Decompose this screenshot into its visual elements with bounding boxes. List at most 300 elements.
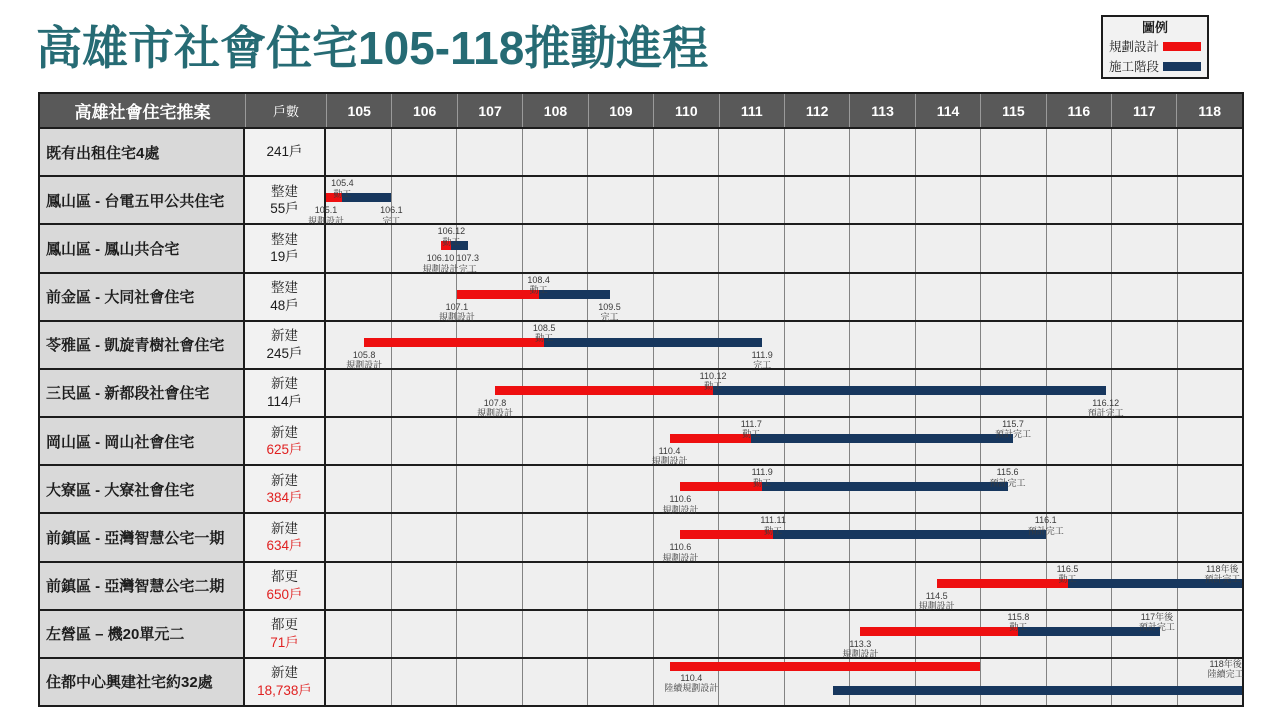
row-units — [245, 274, 326, 320]
milestone-label — [527, 275, 550, 296]
milestone-caption: 預計完工 — [1027, 525, 1064, 536]
grid-column — [326, 563, 391, 609]
grid-column — [1111, 466, 1177, 512]
milestone-caption: 動工 — [704, 381, 723, 392]
grid-column — [1111, 322, 1177, 368]
grid-column — [522, 129, 588, 175]
milestone-caption: 動工 — [1058, 573, 1077, 584]
grid-column — [784, 177, 850, 223]
grid-column — [587, 177, 653, 223]
grid-column — [326, 611, 391, 657]
milestone-label — [760, 515, 786, 536]
milestone-value: 106.12 — [437, 226, 466, 237]
table-row — [40, 464, 1242, 515]
gantt-bar-planning — [495, 386, 713, 395]
row-units — [245, 418, 326, 464]
milestone-value: 106.10 — [426, 253, 455, 264]
grid-column — [784, 322, 850, 368]
row-name: 大寮區 - 大寮社會住宅 — [40, 466, 245, 512]
units-value: 55戶 — [270, 201, 299, 217]
milestone-label — [741, 419, 762, 440]
milestone-caption: 動工 — [529, 284, 548, 295]
milestone-label — [1204, 564, 1240, 585]
milestone-value: 116.12 — [1092, 397, 1120, 408]
grid-column — [456, 418, 522, 464]
grid-column — [587, 611, 653, 657]
units-value: 114戶 — [266, 393, 303, 409]
grid-column — [849, 177, 915, 223]
milestone-caption: 預計完工 — [1138, 622, 1175, 633]
gantt-bar-construction — [762, 482, 1007, 491]
row-name: 前金區 - 大同社會住宅 — [40, 274, 245, 320]
row-name: 既有出租住宅4處 — [40, 129, 245, 175]
milestone-label — [308, 205, 344, 226]
table-row — [40, 175, 1242, 226]
units-value: 71戶 — [270, 634, 299, 650]
gantt-cell — [326, 225, 1242, 274]
grid-column — [1046, 418, 1112, 464]
milestone-caption: 規劃設計 — [477, 408, 514, 419]
units-value: 384戶 — [266, 490, 303, 506]
grid-column — [391, 611, 457, 657]
milestone-value: 106.1 — [380, 205, 403, 216]
milestone-value: 107.3 — [456, 253, 480, 264]
units-value: 650戶 — [266, 586, 303, 602]
grid-column — [915, 177, 981, 223]
gantt-bar-planning — [457, 290, 539, 299]
grid-column — [1177, 322, 1243, 368]
milestone-caption: 陸續規劃設計 — [664, 683, 719, 694]
table-row — [40, 561, 1242, 609]
row-name: 前鎮區 - 亞灣智慧公宅二期 — [40, 563, 245, 609]
grid-column — [653, 274, 719, 320]
grid-column — [653, 225, 719, 271]
row-units — [245, 611, 326, 657]
gantt-bar-construction — [833, 686, 1242, 695]
row-units — [245, 322, 326, 368]
grid-column — [1111, 225, 1177, 271]
gantt-bar-construction — [773, 530, 1046, 539]
grid-column — [849, 322, 915, 368]
grid-column — [326, 418, 391, 464]
grid-column — [718, 177, 784, 223]
milestone-value: 115.7 — [1002, 419, 1024, 430]
units-type: 新建 — [271, 472, 298, 488]
table-row — [40, 272, 1242, 320]
planning-swatch — [1163, 42, 1201, 51]
legend-items — [1109, 36, 1201, 76]
milestone-value: 105.8 — [352, 349, 376, 360]
grid-column — [653, 611, 719, 657]
milestone-value: 118年後 — [1206, 563, 1239, 574]
milestone-caption: 預計完工 — [1087, 408, 1124, 419]
grid-column — [1177, 370, 1243, 416]
milestone-label — [1008, 612, 1030, 633]
grid-column — [1111, 177, 1177, 223]
grid-column — [456, 466, 522, 512]
header-project: 高雄社會住宅推案 — [74, 103, 211, 122]
milestone-label — [331, 178, 354, 199]
gantt-bar-planning — [364, 338, 544, 347]
year-header-118: 118 — [1176, 94, 1241, 127]
grid-column — [391, 129, 457, 175]
grid-column — [1177, 177, 1243, 223]
table-row — [40, 223, 1242, 274]
milestone-value: 110.6 — [669, 494, 692, 505]
milestone-value: 113.3 — [849, 638, 872, 649]
grid-column — [980, 225, 1046, 271]
grid-column — [522, 563, 588, 609]
units-type: 都更 — [271, 569, 298, 585]
gantt-cell — [326, 659, 1242, 705]
milestone-caption: 規劃設計 — [346, 360, 383, 371]
grid-column — [391, 418, 457, 464]
legend-item — [1109, 56, 1201, 76]
year-header-110: 110 — [653, 94, 718, 127]
milestone-caption: 動工 — [742, 429, 761, 440]
milestone-value: 109.5 — [598, 301, 621, 312]
gantt-cell — [326, 563, 1242, 609]
milestone-label — [456, 253, 479, 274]
grid-column — [391, 659, 457, 705]
grid-column — [718, 611, 784, 657]
table-row — [40, 320, 1242, 371]
grid-column — [587, 659, 653, 705]
grid-column — [587, 514, 653, 560]
grid-column — [1046, 659, 1112, 705]
legend-item-label: 規劃設計 — [1109, 40, 1160, 54]
grid-column — [1177, 225, 1243, 271]
row-name: 鳳山區 - 台電五甲公共住宅 — [40, 177, 245, 223]
gantt-bar-planning — [860, 627, 1018, 636]
milestone-value: 105.4 — [331, 178, 354, 189]
units-type: 新建 — [271, 665, 298, 681]
grid-column — [1111, 129, 1177, 175]
row-units — [245, 129, 326, 175]
row-units — [245, 514, 326, 560]
milestone-caption: 預計完工 — [989, 477, 1026, 488]
grid-column — [1046, 177, 1112, 223]
grid-column — [784, 563, 850, 609]
grid-column — [1177, 129, 1243, 175]
grid-column — [1177, 611, 1243, 657]
grid-column — [784, 611, 850, 657]
grid-column — [653, 563, 719, 609]
milestone-label — [752, 350, 773, 371]
grid-column — [1046, 225, 1112, 271]
year-header-114: 114 — [915, 94, 980, 127]
milestone-label — [477, 398, 513, 419]
grid-column — [522, 611, 588, 657]
milestone-label — [842, 639, 878, 660]
grid-column — [326, 274, 391, 320]
milestone-value: 116.5 — [1056, 563, 1079, 574]
header-units: 戶數 — [245, 94, 326, 127]
row-name: 鳳山區 - 鳳山共合宅 — [40, 225, 245, 271]
gantt-bar-planning — [670, 434, 752, 443]
units-type: 整建 — [271, 231, 298, 247]
grid-column — [456, 514, 522, 560]
grid-column — [587, 418, 653, 464]
milestone-label — [438, 226, 466, 247]
grid-column — [1046, 322, 1112, 368]
year-header-108: 108 — [522, 94, 587, 127]
gantt-grid — [326, 177, 1242, 223]
milestone-caption: 動工 — [764, 525, 783, 536]
units-type: 新建 — [271, 376, 298, 392]
gantt-bar-construction — [713, 386, 1106, 395]
units-value: 634戶 — [266, 538, 303, 554]
units-type: 新建 — [271, 520, 298, 536]
milestone-value: 105.1 — [314, 205, 338, 216]
milestone-value: 114.5 — [925, 590, 948, 601]
grid-column — [587, 225, 653, 271]
milestone-label — [651, 446, 687, 467]
grid-column — [326, 466, 391, 512]
milestone-label — [919, 591, 955, 612]
milestone-caption: 規劃設計 — [422, 263, 459, 274]
milestone-value: 111.9 — [751, 467, 773, 478]
grid-column — [391, 563, 457, 609]
milestone-value: 115.8 — [1007, 611, 1030, 622]
grid-column — [653, 129, 719, 175]
row-name: 前鎮區 - 亞灣智慧公宅一期 — [40, 514, 245, 560]
gantt-bar-planning — [680, 482, 762, 491]
row-name: 住都中心興建社宅約32處 — [40, 659, 245, 705]
units-type: 都更 — [271, 617, 298, 633]
table-row — [40, 609, 1242, 660]
units-value: 18,738戶 — [257, 682, 312, 698]
milestone-caption: 動工 — [753, 477, 772, 488]
row-units — [245, 466, 326, 512]
grid-column — [718, 563, 784, 609]
grid-column — [1111, 418, 1177, 464]
grid-column — [1111, 659, 1177, 705]
milestone-caption: 預計完工 — [1204, 573, 1241, 584]
table-row — [40, 657, 1242, 705]
year-header-112: 112 — [784, 94, 849, 127]
grid-column — [980, 659, 1046, 705]
grid-column — [326, 659, 391, 705]
milestone-caption: 規劃設計 — [651, 456, 688, 467]
grid-column — [784, 274, 850, 320]
gantt-cell — [326, 466, 1242, 515]
construction-swatch — [1163, 62, 1201, 71]
table-row — [40, 368, 1242, 419]
milestone-caption: 完工 — [600, 311, 619, 322]
gantt-cell — [326, 418, 1242, 467]
grid-column — [587, 563, 653, 609]
grid-column — [980, 177, 1046, 223]
table-row — [40, 512, 1242, 563]
milestone-label — [662, 542, 698, 563]
milestone-caption: 規劃設計 — [918, 600, 955, 611]
row-name: 苓雅區 - 凱旋青樹社會住宅 — [40, 322, 245, 368]
units-value: 241戶 — [266, 144, 303, 160]
grid-column — [522, 225, 588, 271]
grid-column — [326, 225, 391, 271]
grid-column — [391, 466, 457, 512]
row-units — [245, 563, 326, 609]
row-name: 左營區 – 機20單元二 — [40, 611, 245, 657]
milestone-label — [439, 302, 475, 323]
gantt-cell — [326, 514, 1242, 563]
gantt-cell — [326, 611, 1242, 660]
grid-column — [718, 274, 784, 320]
legend-item-label: 施工階段 — [1109, 60, 1160, 74]
units-value: 625戶 — [266, 442, 303, 458]
legend — [1101, 15, 1209, 79]
gantt-grid — [326, 129, 1242, 175]
milestone-value: 107.1 — [445, 301, 469, 312]
milestone-caption: 動工 — [442, 236, 461, 247]
milestone-label — [533, 323, 556, 344]
milestone-label — [346, 350, 382, 371]
milestone-label — [1088, 398, 1124, 419]
grid-column — [1046, 274, 1112, 320]
legend-item — [1109, 36, 1201, 56]
milestone-value: 110.6 — [669, 542, 692, 553]
milestone-caption: 規劃設計 — [662, 552, 699, 563]
milestone-value: 118年後 — [1209, 658, 1242, 669]
grid-column — [456, 177, 522, 223]
grid-column — [849, 129, 915, 175]
table-row — [40, 416, 1242, 467]
grid-column — [326, 370, 391, 416]
grid-column — [784, 129, 850, 175]
gantt-cell — [326, 370, 1242, 419]
grid-column — [522, 659, 588, 705]
grid-column — [915, 225, 981, 271]
milestone-caption: 完工 — [458, 263, 477, 274]
milestone-label — [1057, 564, 1079, 585]
grid-column — [849, 563, 915, 609]
milestone-value: 115.6 — [996, 467, 1019, 478]
milestone-label — [752, 467, 773, 488]
grid-column — [1046, 466, 1112, 512]
year-header-row — [326, 94, 1242, 127]
milestone-caption: 完工 — [382, 215, 401, 226]
grid-column — [915, 274, 981, 320]
page-title: 高雄市社會住宅105-118推動進程 — [36, 22, 709, 74]
milestone-label — [995, 419, 1031, 440]
milestone-caption: 規劃設計 — [438, 311, 475, 322]
grid-column — [456, 129, 522, 175]
grid-column — [1046, 129, 1112, 175]
grid-column — [326, 514, 391, 560]
milestone-label — [1208, 659, 1244, 680]
grid-column — [1111, 514, 1177, 560]
milestone-value: 107.8 — [483, 397, 507, 408]
milestone-caption: 規劃設計 — [307, 215, 345, 226]
grid-column — [391, 514, 457, 560]
units-type: 新建 — [271, 424, 298, 440]
milestone-label — [598, 302, 621, 323]
milestone-value: 117年後 — [1140, 611, 1174, 622]
year-header-117: 117 — [1111, 94, 1176, 127]
grid-column — [1111, 274, 1177, 320]
legend-title: 圖例 — [1141, 20, 1168, 35]
grid-column — [391, 370, 457, 416]
milestone-label — [380, 205, 403, 226]
gantt-bar-planning — [670, 662, 981, 671]
grid-column — [915, 322, 981, 368]
table-row — [40, 127, 1242, 175]
grid-column — [784, 225, 850, 271]
year-header-116: 116 — [1046, 94, 1111, 127]
milestone-caption: 預計完工 — [994, 429, 1032, 440]
year-header-107: 107 — [457, 94, 522, 127]
milestone-caption: 規劃設計 — [662, 504, 699, 515]
row-units — [245, 370, 326, 416]
grid-column — [1177, 466, 1243, 512]
grid-column — [980, 129, 1046, 175]
grid-column — [1177, 514, 1243, 560]
milestone-caption: 完工 — [753, 360, 772, 371]
milestone-caption: 規劃設計 — [842, 649, 879, 660]
year-header-109: 109 — [588, 94, 653, 127]
grid-column — [522, 466, 588, 512]
gantt-table — [38, 92, 1244, 707]
milestone-value: 110.4 — [680, 672, 703, 683]
grid-column — [718, 225, 784, 271]
grid-column — [326, 129, 391, 175]
milestone-label — [662, 494, 698, 515]
milestone-caption: 動工 — [535, 333, 554, 344]
grid-column — [522, 177, 588, 223]
milestone-label — [1028, 515, 1064, 536]
grid-column — [587, 129, 653, 175]
milestone-value: 110.12 — [699, 370, 727, 381]
grid-column — [456, 563, 522, 609]
grid-column — [456, 659, 522, 705]
row-units — [245, 225, 326, 271]
gantt-cell — [326, 274, 1242, 320]
units-value: 48戶 — [270, 297, 299, 313]
grid-column — [849, 274, 915, 320]
milestone-value: 111.9 — [751, 349, 773, 360]
table-header-row — [40, 94, 1242, 127]
units-value: 19戶 — [270, 249, 299, 265]
milestone-value: 116.1 — [1034, 515, 1057, 526]
row-name: 岡山區 - 岡山社會住宅 — [40, 418, 245, 464]
grid-column — [849, 225, 915, 271]
milestone-value: 110.4 — [658, 446, 681, 457]
milestone-caption: 陸續完工 — [1207, 669, 1244, 680]
milestone-label — [422, 253, 458, 274]
milestone-value: 108.4 — [527, 274, 550, 285]
units-type: 整建 — [271, 280, 298, 296]
gantt-cell — [326, 129, 1242, 175]
year-header-105: 105 — [326, 94, 391, 127]
grid-column — [522, 418, 588, 464]
grid-column — [980, 322, 1046, 368]
gantt-bar-planning — [937, 579, 1068, 588]
year-header-113: 113 — [849, 94, 914, 127]
gantt-bar-construction — [544, 338, 762, 347]
grid-column — [653, 177, 719, 223]
grid-column — [456, 611, 522, 657]
milestone-caption: 動工 — [1009, 622, 1028, 633]
units-value: 245戶 — [266, 345, 303, 361]
milestone-value: 111.11 — [760, 515, 786, 526]
gantt-rows — [40, 127, 1242, 705]
grid-column — [980, 274, 1046, 320]
milestone-label — [664, 673, 718, 694]
units-type: 新建 — [271, 328, 298, 344]
grid-column — [718, 129, 784, 175]
year-header-106: 106 — [391, 94, 456, 127]
